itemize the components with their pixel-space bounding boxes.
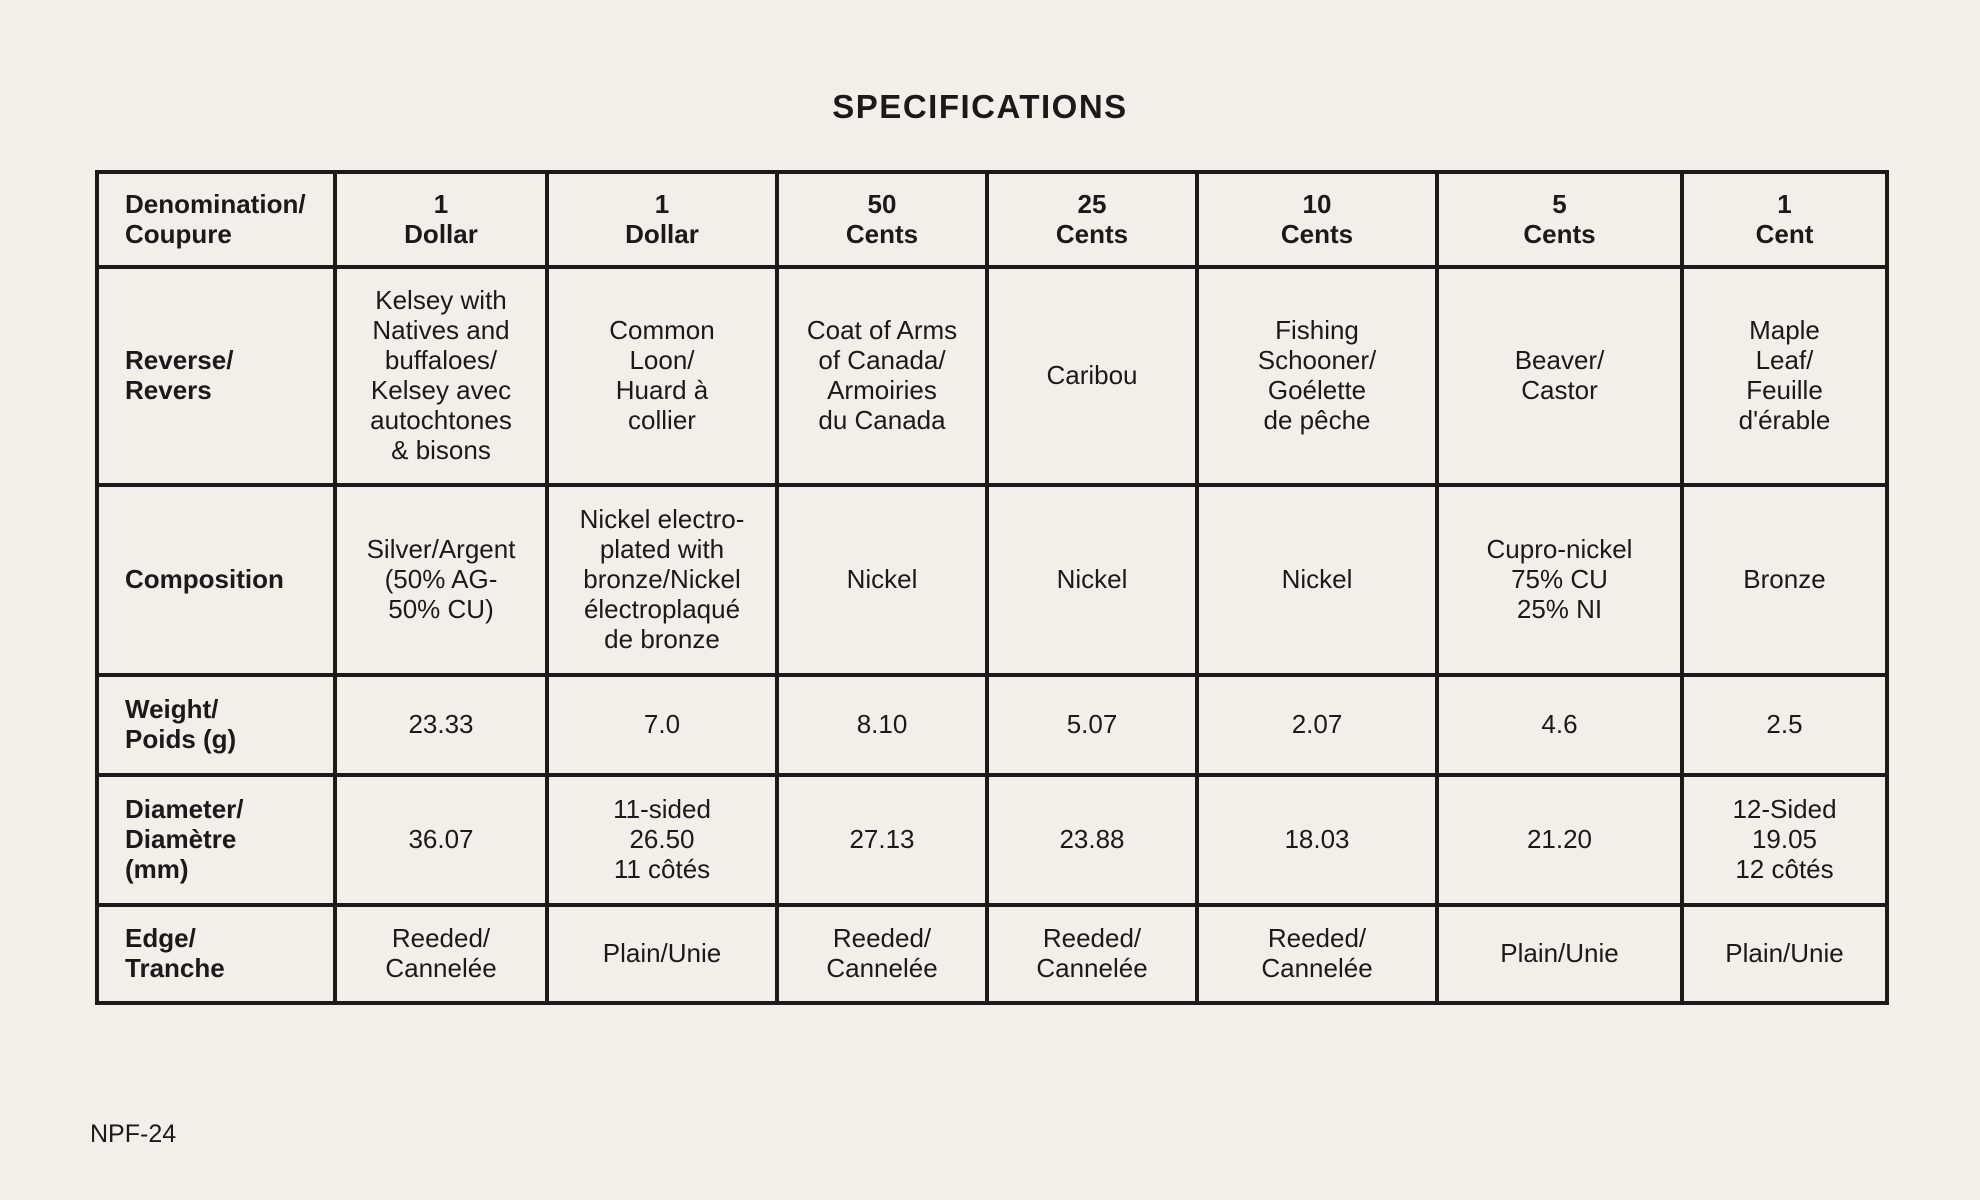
page-footer-code: NPF-24 [90,1120,177,1148]
composition-cell: Silver/Argent (50% AG- 50% CU) [335,485,547,675]
edge-cell: Reeded/ Cannelée [777,905,987,1003]
denomination-1-dollar-kelsey: 1 Dollar [335,172,547,267]
weight-cell: 5.07 [987,675,1197,775]
edge-cell: Plain/Unie [1437,905,1682,1003]
diameter-label: Diameter/ Diamètre (mm) [97,775,335,905]
reverse-label: Reverse/ Revers [97,267,335,485]
edge-label: Edge/ Tranche [97,905,335,1003]
composition-cell: Cupro-nickel 75% CU 25% NI [1437,485,1682,675]
reverse-cell: Fishing Schooner/ Goélette de pêche [1197,267,1437,485]
diameter-cell: 12-Sided 19.05 12 côtés [1682,775,1887,905]
diameter-cell: 23.88 [987,775,1197,905]
reverse-cell: Beaver/ Castor [1437,267,1682,485]
denomination-25-cents: 25 Cents [987,172,1197,267]
composition-cell: Nickel [1197,485,1437,675]
denomination-50-cents: 50 Cents [777,172,987,267]
weight-row [97,675,1887,775]
weight-cell: 7.0 [547,675,777,775]
weight-cell: 2.07 [1197,675,1437,775]
denomination-label: Denomination/ Coupure [97,172,335,267]
reverse-cell: Common Loon/ Huard à collier [547,267,777,485]
composition-cell: Nickel [777,485,987,675]
weight-cell: 2.5 [1682,675,1887,775]
diameter-cell: 36.07 [335,775,547,905]
specifications-table [95,170,1889,1005]
composition-cell: Nickel electro- plated with bronze/Nickel électroplaqué de bronze [547,485,777,675]
diameter-cell: 18.03 [1197,775,1437,905]
edge-cell: Plain/Unie [1682,905,1887,1003]
reverse-row [97,267,1887,485]
denomination-10-cents: 10 Cents [1197,172,1437,267]
diameter-cell: 27.13 [777,775,987,905]
composition-label: Composition [97,485,335,675]
reverse-cell: Maple Leaf/ Feuille d'érable [1682,267,1887,485]
denomination-1-cent: 1 Cent [1682,172,1887,267]
reverse-cell: Kelsey with Natives and buffaloes/ Kelsey avec autochtones & bisons [335,267,547,485]
weight-cell: 4.6 [1437,675,1682,775]
diameter-cell: 21.20 [1437,775,1682,905]
edge-cell: Reeded/ Cannelée [1197,905,1437,1003]
denomination-5-cents: 5 Cents [1437,172,1682,267]
reverse-cell: Coat of Arms of Canada/ Armoiries du Canada [777,267,987,485]
denomination-1-dollar-loon: 1 Dollar [547,172,777,267]
weight-cell: 23.33 [335,675,547,775]
diameter-row [97,775,1887,905]
composition-cell: Nickel [987,485,1197,675]
denomination-row [97,172,1887,267]
diameter-cell: 11-sided 26.50 11 côtés [547,775,777,905]
edge-row [97,905,1887,1003]
edge-cell: Plain/Unie [547,905,777,1003]
weight-cell: 8.10 [777,675,987,775]
composition-row [97,485,1887,675]
edge-cell: Reeded/ Cannelée [335,905,547,1003]
page-title: SPECIFICATIONS [832,88,1128,125]
edge-cell: Reeded/ Cannelée [987,905,1197,1003]
weight-label: Weight/ Poids (g) [97,675,335,775]
composition-cell: Bronze [1682,485,1887,675]
reverse-cell: Caribou [987,267,1197,485]
